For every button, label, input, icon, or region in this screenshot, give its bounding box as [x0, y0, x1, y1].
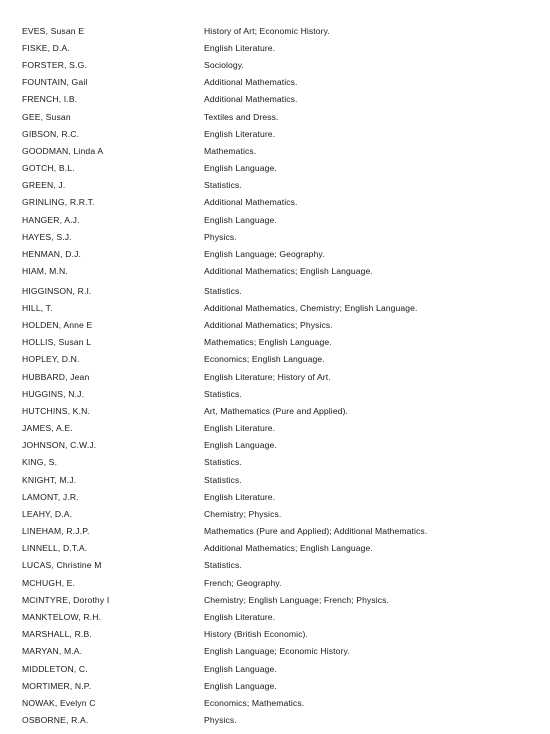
candidate-subjects: Statistics. — [204, 180, 242, 190]
candidate-name: NOWAK, Evelyn C — [22, 698, 96, 708]
list-item — [0, 713, 550, 727]
candidate-name: MARYAN, M.A. — [22, 646, 83, 656]
list-item — [0, 24, 550, 38]
candidate-name: MANKTELOW, R.H. — [22, 612, 102, 622]
candidate-subjects: Additional Mathematics. — [204, 94, 298, 104]
candidate-subjects: English Language. — [204, 215, 277, 225]
candidate-subjects: History of Art; Economic History. — [204, 26, 330, 36]
list-item — [0, 438, 550, 452]
list-item — [0, 404, 550, 418]
candidate-subjects: English Language. — [204, 664, 277, 674]
candidate-subjects: English Literature. — [204, 43, 276, 53]
candidate-subjects: Chemistry; English Language; French; Physics. — [204, 595, 390, 605]
candidate-name: HENMAN, D.J. — [22, 249, 82, 259]
candidate-subjects: English Literature. — [204, 129, 276, 139]
list-item — [0, 627, 550, 641]
candidate-subjects: English Language; Geography. — [204, 249, 325, 259]
list-item — [0, 195, 550, 209]
list-item — [0, 644, 550, 658]
candidate-name: HANGER, A.J. — [22, 215, 80, 225]
candidate-subjects: Mathematics; English Language. — [204, 337, 332, 347]
list-item — [0, 92, 550, 106]
candidate-name: FOUNTAIN, Gail — [22, 77, 88, 87]
candidate-subjects: French; Geography. — [204, 578, 282, 588]
candidate-subjects: English Literature. — [204, 492, 276, 502]
candidate-name: EVES, Susan E — [22, 26, 85, 36]
candidate-name: HILL, T. — [22, 303, 53, 313]
candidate-subjects: Statistics. — [204, 389, 242, 399]
list-item — [0, 110, 550, 124]
list-item — [0, 370, 550, 384]
candidate-name: LEAHY, D.A. — [22, 509, 73, 519]
list-item — [0, 161, 550, 175]
candidate-subjects: Mathematics (Pure and Applied); Additional Mathematics. — [204, 526, 428, 536]
candidate-name: HUGGINS, N.J. — [22, 389, 85, 399]
list-item — [0, 144, 550, 158]
candidate-subjects: English Literature; History of Art. — [204, 372, 331, 382]
candidate-name: LAMONT, J.R. — [22, 492, 79, 502]
list-item — [0, 58, 550, 72]
list-item — [0, 558, 550, 572]
candidate-name: HUBBARD, Jean — [22, 372, 90, 382]
list-item — [0, 679, 550, 693]
list-item — [0, 490, 550, 504]
candidate-name: LUCAS, Christine M — [22, 560, 102, 570]
list-item — [0, 473, 550, 487]
candidate-name: FISKE, D.A. — [22, 43, 70, 53]
candidate-subjects: Physics. — [204, 715, 237, 725]
list-item — [0, 541, 550, 555]
candidate-subjects: History (British Economic). — [204, 629, 308, 639]
candidate-name: KNIGHT, M.J. — [22, 475, 77, 485]
list-item — [0, 507, 550, 521]
candidate-name: HAYES, S.J. — [22, 232, 72, 242]
candidate-subjects: Economics; Mathematics. — [204, 698, 305, 708]
candidate-subjects: Physics. — [204, 232, 237, 242]
list-item — [0, 264, 550, 278]
candidate-subjects: Statistics. — [204, 457, 242, 467]
candidate-name: HIAM, M.N. — [22, 266, 68, 276]
candidate-name: MORTIMER, N.P. — [22, 681, 92, 691]
list-item — [0, 524, 550, 538]
candidate-subjects: Textiles and Dress. — [204, 112, 279, 122]
candidate-subjects: Additional Mathematics. — [204, 197, 298, 207]
list-item — [0, 576, 550, 590]
list-item — [0, 318, 550, 332]
candidate-name: GRINLING, R.R.T. — [22, 197, 95, 207]
candidate-subjects: Additional Mathematics; English Language. — [204, 543, 373, 553]
candidate-subjects: Sociology. — [204, 60, 245, 70]
candidate-name: HOLDEN, Anne E — [22, 320, 93, 330]
list-item — [0, 610, 550, 624]
candidate-subjects: Chemistry; Physics. — [204, 509, 282, 519]
candidate-name: JAMES, A.E. — [22, 423, 73, 433]
candidate-name: HIGGINSON, R.I. — [22, 286, 92, 296]
list-item — [0, 421, 550, 435]
candidate-name: LINEHAM, R.J.P. — [22, 526, 90, 536]
candidate-name: FORSTER, S.G. — [22, 60, 87, 70]
candidate-name: HUTCHINS, K.N. — [22, 406, 90, 416]
candidate-name: HOLLIS, Susan L — [22, 337, 92, 347]
list-item — [0, 75, 550, 89]
candidate-subjects: English Literature. — [204, 423, 276, 433]
candidate-subjects: Additional Mathematics, Chemistry; English Language. — [204, 303, 418, 313]
candidate-name: MCINTYRE, Dorothy I — [22, 595, 110, 605]
candidate-subjects: Statistics. — [204, 560, 242, 570]
candidate-subjects: English Language. — [204, 681, 277, 691]
candidate-name: OSBORNE, R.A. — [22, 715, 89, 725]
list-item — [0, 455, 550, 469]
list-item — [0, 178, 550, 192]
candidate-name: GIBSON, R.C. — [22, 129, 80, 139]
candidate-name: GOODMAN, Linda A — [22, 146, 104, 156]
list-item — [0, 593, 550, 607]
candidate-subjects: Economics; English Language. — [204, 354, 325, 364]
candidate-name: GEE, Susan — [22, 112, 71, 122]
list-item — [0, 127, 550, 141]
list-item — [0, 387, 550, 401]
candidate-subjects: Mathematics. — [204, 146, 257, 156]
list-item — [0, 213, 550, 227]
list-item — [0, 41, 550, 55]
candidate-subjects: Additional Mathematics; Physics. — [204, 320, 333, 330]
candidate-name: HOPLEY, D.N. — [22, 354, 80, 364]
candidate-name: MARSHALL, R.B. — [22, 629, 92, 639]
list-item — [0, 301, 550, 315]
candidate-name: KING, S. — [22, 457, 58, 467]
list-item — [0, 352, 550, 366]
candidate-subjects: English Literature. — [204, 612, 276, 622]
candidate-name: MCHUGH, E. — [22, 578, 76, 588]
candidate-name: JOHNSON, C.W.J. — [22, 440, 97, 450]
list-item — [0, 284, 550, 298]
list-item — [0, 696, 550, 710]
list-item — [0, 662, 550, 676]
candidate-subjects: English Language. — [204, 440, 277, 450]
candidate-subjects: Statistics. — [204, 286, 242, 296]
candidate-subjects: Art, Mathematics (Pure and Applied). — [204, 406, 349, 416]
candidate-name: FRENCH, I.B. — [22, 94, 78, 104]
candidate-subjects: English Language; Economic History. — [204, 646, 350, 656]
candidate-subjects: Statistics. — [204, 475, 242, 485]
candidate-name: GREEN, J. — [22, 180, 66, 190]
list-item — [0, 247, 550, 261]
list-item — [0, 230, 550, 244]
candidate-subjects: English Language. — [204, 163, 277, 173]
list-item — [0, 335, 550, 349]
candidate-name: LINNELL, D.T.A. — [22, 543, 88, 553]
candidate-subjects: Additional Mathematics; English Language. — [204, 266, 373, 276]
candidate-subjects: Additional Mathematics. — [204, 77, 298, 87]
candidate-name: MIDDLETON, C. — [22, 664, 88, 674]
candidate-name: GOTCH, B.L. — [22, 163, 75, 173]
